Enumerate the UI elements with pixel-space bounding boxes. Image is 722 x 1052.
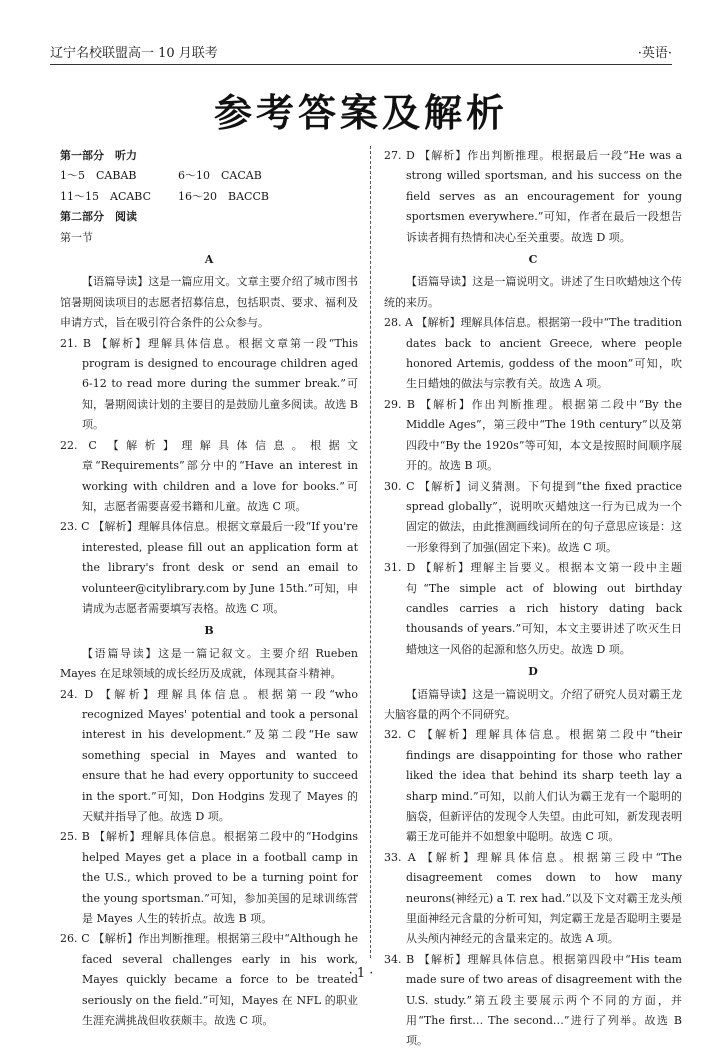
column-divider bbox=[370, 146, 371, 958]
right-column bbox=[384, 146, 682, 1052]
passage-b-label: B bbox=[204, 624, 214, 638]
subject-label: ·英语· bbox=[637, 46, 672, 61]
page-title: 参考答案及解析 bbox=[213, 91, 508, 135]
question-26: 26. C 【解析】作出判断推理。根据第三段中“Although he faced several challenges early in his work, Mayes quickly became a force to be treated seriously on the field.”可知，Mayes 在 NFL 的职业生涯充满挑战但收获颇丰。故选 C 项。 bbox=[60, 932, 358, 1028]
left-column bbox=[60, 146, 358, 1031]
passage-b-intro: 【语篇导读】这是一篇记叙文。主要介绍 Rueben Mayes 在足球领域的成长经历及成就，体现其奋斗精神。 bbox=[60, 646, 358, 681]
passage-d-label: D bbox=[528, 665, 538, 679]
question-28: 28. A 【解析】理解具体信息。根据第一段中“The tradition dates back to ancient Greece, where people honored Artemis, goddess of the moon”可知，吹生日蜡烛的做法与宗教有关。故选 A 项。 bbox=[384, 316, 682, 391]
page-number: · 1 · bbox=[348, 966, 374, 981]
listening-answers-row-1 bbox=[60, 166, 358, 186]
part2-heading: 第二部分 阅读 bbox=[60, 210, 137, 224]
question-22: 22. C 【解析】理解具体信息。根据文章“Requirements”部分中的“Have an interest in working with children and a love for books.”可知，志愿者需要喜爱书籍和儿童。故选 C 项。 bbox=[60, 438, 358, 513]
question-23: 23. C 【解析】理解具体信息。根据文章最后一段“If you're interested, please fill out an application form at the library's front desk or send an email to volunteer@citylibrary.com by June 15th.”可知，申请成为志愿者需要填写表格。故选 C 项。 bbox=[60, 520, 358, 615]
question-24: 24. D 【解析】理解具体信息。根据第一段“who recognized Mayes' potential and took a personal interest in his development.”及第二段“He saw something special in Mayes and wanted to ensure that he had every opportunity to succeed in the sport.”可知，Don Hodgins 发现了 Mayes 的天赋并指导了他。故选 D 项。 bbox=[60, 687, 358, 823]
passage-a-label: A bbox=[204, 253, 214, 267]
question-25: 25. B 【解析】理解具体信息。根据第二段中的“Hodgins helped Mayes get a place in a football camp in the U.S., which proved to be a turning point for the young sportsman.”可知，参加美国的足球训练营是 Mayes 人生的转折点。故选 B 项。 bbox=[60, 830, 358, 926]
answer-11-15: 11～15 ACABC bbox=[60, 189, 152, 203]
listening-answers-row-2 bbox=[60, 187, 358, 207]
answer-16-20: 16～20 BACCB bbox=[178, 189, 269, 203]
question-34: 34. B 【解析】理解具体信息。根据第四段中“His team made sure of two areas of disagreement with the U.S. study.”第五段主要展示两个不同的方面，并用“The first… The second…”进行了列举。故选 B 项。 bbox=[384, 952, 682, 1048]
section1-heading: 第一节 bbox=[60, 230, 93, 244]
question-30: 30. C 【解析】词义猜测。下句提到“the fixed practice spread globally”，说明吹灭蜡烛这一行为已成为一个固定的做法，由此推测画线词所在的句子意思应该是：这一形象得到了加强(固定下来)。故选 C 项。 bbox=[384, 479, 682, 554]
question-29: 29. B 【解析】作出判断推理。根据第二段中“By the Middle Ages”，第三段中“The 19th century”以及第四段中“By the 1920s”等可知，本文是按照时间顺序展开的。故选 B 项。 bbox=[384, 397, 682, 473]
question-32: 32. C 【解析】理解具体信息。根据第二段中“their findings are disappointing for those who rather liked the idea that behind its sharp teeth lay a sharp mind.”可知，以前人们认为霸王龙有一个聪明的脑袋，但新评估的发现令人失望。由此可知，新发现表明霸王龙可能并不如想象中聪明。故选 C 项。 bbox=[384, 728, 682, 844]
question-27: 27. D 【解析】作出判断推理。根据最后一段“He was a strong willed sportsman, and his success on the field serves as an encouragement for young sportsmen everywhere.”可知，作者在最后一段想告诉读者拥有热情和决心至关重要。故选 D 项。 bbox=[384, 149, 682, 244]
question-31: 31. D 【解析】理解主旨要义。根据本文第一段中主题句“The simple act of blowing out birthday candles carries a rich history dating back thousands of years.”可知，本文主要讲述了吹灭生日蜡烛这一风俗的起源和悠久历史。故选 D 项。 bbox=[384, 561, 682, 656]
answer-1-5: 1～5 CABAB bbox=[60, 169, 137, 183]
question-33: 33. A 【解析】理解具体信息。根据第三段中“The disagreement comes down to how many neurons(神经元) a T. rex had.”以及下文对霸王龙头颅里面神经元含量的分析可知，判定霸王龙是否聪明主要是从头颅内神经元的含量来定的。故选 A 项。 bbox=[384, 850, 682, 946]
passage-a-intro: 【语篇导读】这是一篇应用文。文章主要介绍了城市图书馆暑期阅读项目的志愿者招募信息，包括职责、要求、福利及申请方式，旨在吸引符合条件的公众参与。 bbox=[60, 275, 358, 330]
passage-d-intro: 【语篇导读】这是一篇说明文。介绍了研究人员对霸王龙大脑容量的两个不同研究。 bbox=[384, 687, 682, 721]
page-header bbox=[50, 38, 672, 65]
question-21: 21. B 【解析】理解具体信息。根据文章第一段“This program is designed to encourage children aged 6-12 to read more during the summer break.”可知，暑期阅读计划的主要目的是鼓励儿童多阅读。故选 B 项。 bbox=[60, 336, 358, 432]
part1-heading: 第一部分 听力 bbox=[60, 149, 137, 162]
answer-6-10: 6～10 CACAB bbox=[178, 169, 262, 183]
passage-c-intro: 【语篇导读】这是一篇说明文。讲述了生日吹蜡烛这个传统的来历。 bbox=[384, 275, 682, 309]
passage-c-label: C bbox=[528, 253, 538, 267]
exam-title: 辽宁名校联盟高一 10 月联考 bbox=[50, 46, 218, 61]
